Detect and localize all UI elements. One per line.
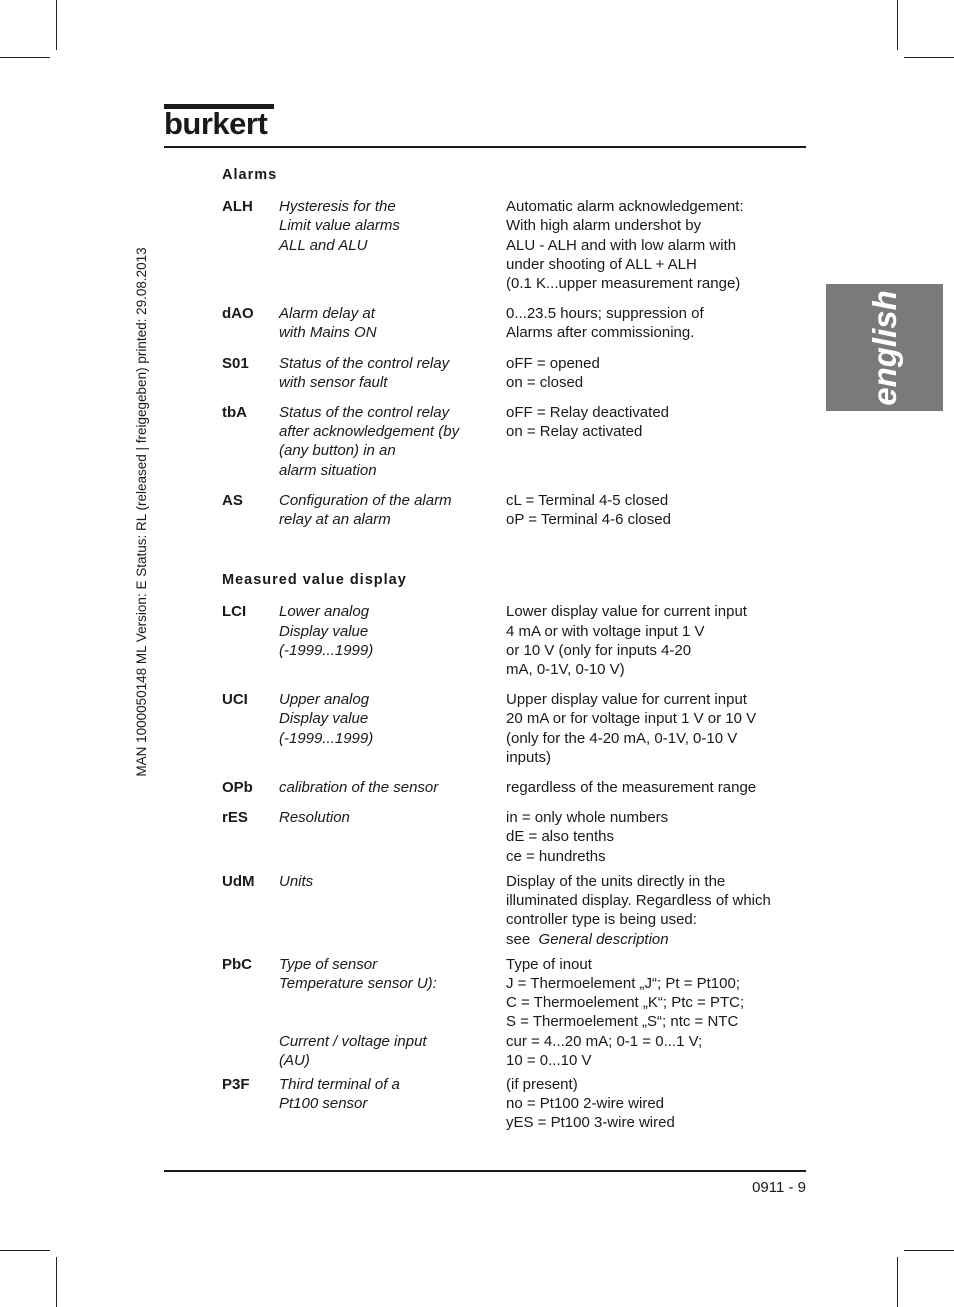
- param-desc-line: oP = Terminal 4-6 closed: [506, 511, 671, 529]
- param-name-line: (-1999...1999): [279, 729, 374, 747]
- param-desc-line: Display of the units directly in the: [506, 872, 726, 890]
- see-prefix: see: [506, 930, 531, 948]
- param-name-line: Current / voltage input: [279, 1032, 427, 1050]
- param-row-au: [222, 1032, 812, 1070]
- param-name-line: Temperature sensor U):: [279, 974, 437, 992]
- param-desc-line: on = closed: [506, 373, 584, 391]
- param-name-line: (AU): [279, 1051, 310, 1069]
- param-desc: [506, 1032, 806, 1070]
- page-number: 0911 - 9: [752, 1179, 806, 1196]
- param-desc: [506, 354, 806, 392]
- param-code: LCI: [222, 603, 247, 621]
- crop-mark: [897, 0, 898, 50]
- measured-title: Measured value display: [222, 572, 407, 589]
- param-desc-line: under shooting of ALL + ALH: [506, 255, 697, 273]
- param-desc: [506, 955, 806, 1032]
- param-code: OPb: [222, 779, 253, 797]
- param-row-s01: [222, 354, 812, 392]
- param-name-line: with Mains ON: [279, 324, 377, 342]
- param-desc-line: ALU - ALH and with low alarm with: [506, 236, 737, 254]
- param-name-line: Upper analog: [279, 691, 370, 709]
- param-name-line: Units: [279, 872, 314, 890]
- crop-mark: [0, 1250, 50, 1251]
- param-name: [279, 197, 506, 293]
- param-row-as: [222, 491, 812, 529]
- param-row-lci: [222, 602, 812, 679]
- param-name: [279, 491, 506, 529]
- logo-wordmark: burkert: [164, 106, 268, 141]
- param-code: rES: [222, 809, 248, 827]
- param-desc-line: regardless of the measurement range: [506, 779, 757, 797]
- param-row-alh: [222, 197, 812, 293]
- param-desc: [506, 491, 806, 529]
- param-code: P3F: [222, 1075, 250, 1093]
- param-desc-line: S = Thermoelement „S“; ntc = NTC: [506, 1013, 739, 1031]
- param-desc: [506, 304, 806, 342]
- param-desc-line: (0.1 K...upper measurement range): [506, 275, 741, 293]
- param-desc-line: cur = 4...20 mA; 0-1 = 0...1 V;: [506, 1032, 703, 1050]
- param-desc: [506, 602, 806, 679]
- param-name: [279, 808, 506, 866]
- parameter-content: [222, 166, 812, 1133]
- param-name-line: relay at an alarm: [279, 511, 391, 529]
- param-name: [279, 354, 506, 392]
- crop-mark: [904, 57, 954, 58]
- param-desc-line: no = Pt100 2-wire wired: [506, 1095, 664, 1113]
- param-name-line: Hysteresis for the: [279, 198, 396, 216]
- param-name-line: alarm situation: [279, 461, 377, 479]
- param-desc-line: dE = also tenths: [506, 828, 614, 846]
- param-code: tbA: [222, 404, 247, 422]
- param-code: AS: [222, 491, 243, 509]
- param-name-line: Configuration of the alarm: [279, 491, 452, 509]
- param-name-line: Display value: [279, 622, 369, 640]
- crop-mark: [0, 57, 50, 58]
- param-name-line: Display value: [279, 710, 369, 728]
- param-name-line: calibration of the sensor: [279, 779, 439, 797]
- param-name-line: Status of the control relay: [279, 354, 450, 372]
- crop-mark: [897, 1257, 898, 1307]
- param-name: [279, 690, 506, 767]
- param-name-line: (-1999...1999): [279, 641, 374, 659]
- param-row-tba: [222, 403, 812, 480]
- param-desc: [506, 690, 806, 767]
- param-desc-line: ce = hundreths: [506, 847, 606, 865]
- param-row-res: [222, 808, 812, 866]
- param-row-uci: [222, 690, 812, 767]
- param-name: [279, 778, 506, 797]
- param-row-udm: [222, 872, 812, 949]
- param-name-line: ALL and ALU: [279, 236, 368, 254]
- param-desc-line: oFF = Relay deactivated: [506, 404, 670, 422]
- param-desc-line: (only for the 4-20 mA, 0-1V, 0-10 V: [506, 729, 738, 747]
- param-desc-line: 20 mA or for voltage input 1 V or 10 V: [506, 710, 757, 728]
- param-code: PbC: [222, 955, 252, 973]
- param-row-opb: [222, 778, 812, 797]
- param-desc: [506, 403, 806, 480]
- cross-reference: General description: [538, 930, 669, 948]
- param-desc-line: or 10 V (only for inputs 4-20: [506, 641, 692, 659]
- param-name: [279, 304, 506, 342]
- param-name: [279, 602, 506, 679]
- param-name-line: Type of sensor: [279, 955, 378, 973]
- param-desc-line: J = Thermoelement „J“; Pt = Pt100;: [506, 974, 740, 992]
- param-name-line: with sensor fault: [279, 373, 388, 391]
- param-desc-line: yES = Pt100 3-wire wired: [506, 1114, 675, 1132]
- param-name: [279, 1032, 506, 1070]
- param-desc-line: Upper display value for current input: [506, 691, 747, 709]
- param-name: [279, 955, 506, 1032]
- param-name: [279, 1075, 506, 1133]
- param-desc-line: in = only whole numbers: [506, 809, 669, 827]
- param-code: S01: [222, 354, 249, 372]
- param-desc-line: 10 = 0...10 V: [506, 1051, 592, 1069]
- param-code: UCI: [222, 691, 248, 709]
- param-desc: [506, 872, 806, 949]
- param-desc-line: With high alarm undershot by: [506, 217, 702, 235]
- param-desc-line: (if present): [506, 1075, 578, 1093]
- param-name-line: (any button) in an: [279, 442, 396, 460]
- param-row-dao: [222, 304, 812, 342]
- param-desc-line: cL = Terminal 4-5 closed: [506, 491, 669, 509]
- param-row-p3f: [222, 1075, 812, 1133]
- param-desc-line: 0...23.5 hours; suppression of: [506, 305, 704, 323]
- brand-logo: [164, 104, 274, 142]
- param-desc-line: Automatic alarm acknowledgement:: [506, 198, 744, 216]
- param-desc: [506, 778, 806, 797]
- param-name-line: Third terminal of a: [279, 1075, 400, 1093]
- param-desc-line: [506, 930, 806, 949]
- param-name-line: Lower analog: [279, 603, 370, 621]
- param-name: [279, 403, 506, 480]
- param-desc-line: on = Relay activated: [506, 423, 643, 441]
- language-tab-label: english: [865, 289, 903, 406]
- param-code: ALH: [222, 198, 253, 216]
- alarms-title: Alarms: [222, 167, 278, 183]
- param-name-line: after acknowledgement (by: [279, 423, 460, 441]
- document-meta: MAN 1000050148 ML Version: E Status: RL (released | freigegeben) printed: 29.08.2013: [134, 247, 149, 777]
- param-desc-line: oFF = opened: [506, 354, 600, 372]
- header-rule: [164, 146, 806, 148]
- param-name-line: Alarm delay at: [279, 305, 375, 323]
- param-desc-line: inputs): [506, 748, 552, 766]
- footer-rule: [164, 1170, 806, 1172]
- param-name-line: Limit value alarms: [279, 217, 400, 235]
- param-code: dAO: [222, 305, 254, 323]
- param-desc: [506, 1075, 806, 1133]
- param-desc-line: mA, 0-1V, 0-10 V): [506, 661, 625, 679]
- param-desc: [506, 808, 806, 866]
- param-name-line: Pt100 sensor: [279, 1095, 368, 1113]
- crop-mark: [904, 1250, 954, 1251]
- param-desc-line: Type of inout: [506, 955, 592, 973]
- language-tab: [826, 284, 943, 411]
- param-desc-line: controller type is being used:: [506, 911, 697, 929]
- param-desc-line: 4 mA or with voltage input 1 V: [506, 622, 705, 640]
- param-desc-line: Lower display value for current input: [506, 603, 747, 621]
- param-desc-line: C = Thermoelement „K“; Ptc = PTC;: [506, 994, 745, 1012]
- param-name: [279, 872, 506, 949]
- param-name-line: Resolution: [279, 809, 350, 827]
- crop-mark: [56, 1257, 57, 1307]
- param-row-pbc: [222, 955, 812, 1032]
- crop-mark: [56, 0, 57, 50]
- param-desc: [506, 197, 806, 293]
- param-code: UdM: [222, 872, 255, 890]
- param-name-line: Status of the control relay: [279, 404, 450, 422]
- param-desc-line: illuminated display. Regardless of which: [506, 892, 771, 910]
- param-code: [222, 1032, 279, 1070]
- param-desc-line: Alarms after commissioning.: [506, 324, 695, 342]
